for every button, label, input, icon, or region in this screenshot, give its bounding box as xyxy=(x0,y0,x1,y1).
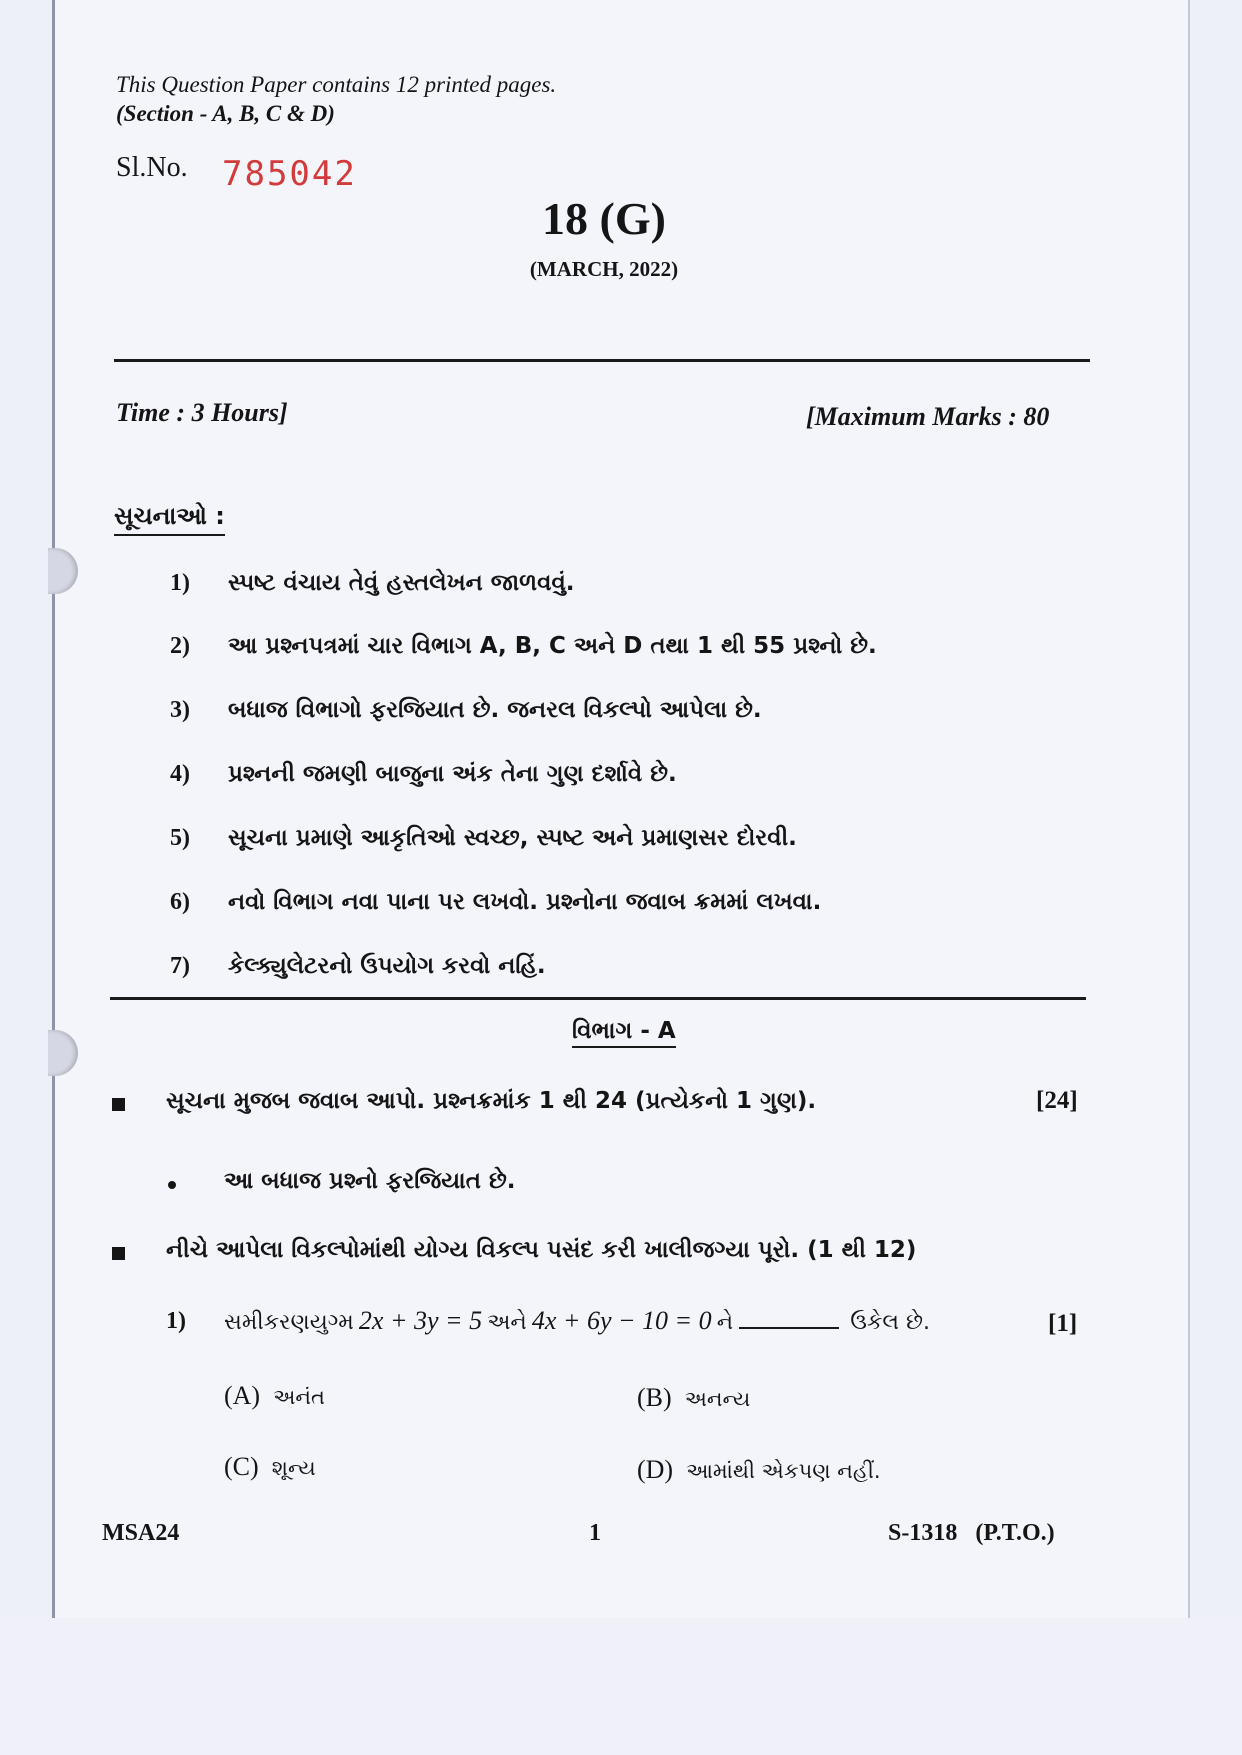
option-text: અનંત xyxy=(273,1385,325,1409)
instruction-text: કેલ્ક્યુલેટરનો ઉપયોગ કરવો નહિં. xyxy=(228,953,546,979)
answer-blank xyxy=(739,1327,839,1329)
option-a xyxy=(224,1381,325,1411)
equation-one: 2x + 3y = 5 xyxy=(358,1306,483,1335)
instruction-number: 6) xyxy=(170,889,190,915)
equation-two: 4x + 6y − 10 = 0 xyxy=(531,1306,712,1335)
serial-number-label: Sl.No. xyxy=(116,152,188,183)
exam-time: Time : 3 Hours] xyxy=(116,398,288,427)
option-letter: (D) xyxy=(637,1455,674,1484)
instruction-text: સ્પષ્ટ વંચાય તેવું હસ્તલેખન જાળવવું. xyxy=(228,570,575,596)
header-rule xyxy=(114,359,1090,362)
maximum-marks: [Maximum Marks : 80 xyxy=(806,402,1050,431)
compulsory-note: આ બધાજ પ્રશ્નો ફરજિયાત છે. xyxy=(224,1168,516,1194)
option-text: શૂન્ય xyxy=(271,1456,316,1480)
section-a-marks: [24] xyxy=(1036,1087,1078,1114)
square-bullet-icon xyxy=(112,1247,125,1260)
instruction-number: 7) xyxy=(170,953,190,979)
instruction-text: સૂચના પ્રમાણે આકૃતિઓ સ્વચ્છ, સ્પષ્ટ અને પ્રમાણસર દોરવી. xyxy=(228,825,797,851)
option-letter: (B) xyxy=(637,1383,672,1412)
instructions-heading: સૂચનાઓ : xyxy=(114,502,225,536)
paper-date: (MARCH, 2022) xyxy=(529,257,679,281)
instructions-rule xyxy=(110,997,1086,1000)
option-text: આમાંથી એકપણ નહીં. xyxy=(686,1459,881,1483)
paper-code: 18 (G) xyxy=(542,193,666,244)
question-prefix: સમીકરણયુગ્મ xyxy=(224,1310,354,1335)
pages-note: This Question Paper contains 12 printed pages. xyxy=(116,72,557,97)
section-a-title: વિભાગ - A xyxy=(572,1018,676,1048)
instruction-text: પ્રશ્નની જમણી બાજુના અંક તેના ગુણ દર્શાવે છે. xyxy=(228,761,677,787)
question-suffix: ઉકેલ છે. xyxy=(850,1310,930,1335)
footer-right-code: S-1318 (P.T.O.) xyxy=(888,1520,1055,1546)
question-number: 1) xyxy=(166,1308,186,1334)
option-letter: (A) xyxy=(224,1381,261,1410)
instruction-text: નવો વિભાગ નવા પાના પર લખવો. પ્રશ્નોના જવાબ ક્રમમાં લખવા. xyxy=(228,889,822,915)
instruction-number: 3) xyxy=(170,697,190,723)
option-text: અનન્ય xyxy=(684,1387,751,1411)
fill-blank-directive: નીચે આપેલા વિકલ્પોમાંથી યોગ્ય વિકલ્પ પસંદ કરી ખાલીજગ્યા પૂરો. (1 થી 12) xyxy=(166,1237,917,1263)
instruction-text: આ પ્રશ્નપત્રમાં ચાર વિભાગ A, B, C અને D તથા 1 થી 55 પ્રશ્નો છે. xyxy=(228,633,877,659)
instruction-number: 4) xyxy=(170,761,190,787)
dot-bullet-icon xyxy=(168,1181,176,1189)
option-c xyxy=(224,1452,316,1482)
square-bullet-icon xyxy=(112,1098,125,1111)
option-letter: (C) xyxy=(224,1452,259,1481)
instruction-number: 2) xyxy=(170,633,190,659)
question-joiner: અને xyxy=(487,1310,527,1335)
scan-margin xyxy=(0,1618,1242,1755)
sections-note: (Section - A, B, C & D) xyxy=(116,101,335,126)
section-a-directive: સૂચના મુજબ જવાબ આપો. પ્રશ્નક્રમાંક 1 થી 24 (પ્રત્યેકનો 1 ગુણ). xyxy=(166,1088,817,1114)
question-ne: ને xyxy=(716,1310,734,1335)
instruction-number: 1) xyxy=(170,570,190,596)
instruction-text: બધાજ વિભાગો ફરજિયાત છે. જનરલ વિકલ્પો આપેલા છે. xyxy=(228,697,762,723)
question-text xyxy=(224,1306,930,1336)
serial-number-value: 785042 xyxy=(222,154,357,194)
instruction-number: 5) xyxy=(170,825,190,851)
option-d xyxy=(637,1455,881,1485)
page-number: 1 xyxy=(589,1520,601,1546)
option-b xyxy=(637,1383,750,1413)
footer-left-code: MSA24 xyxy=(102,1520,180,1546)
question-marks: [1] xyxy=(1048,1310,1078,1337)
